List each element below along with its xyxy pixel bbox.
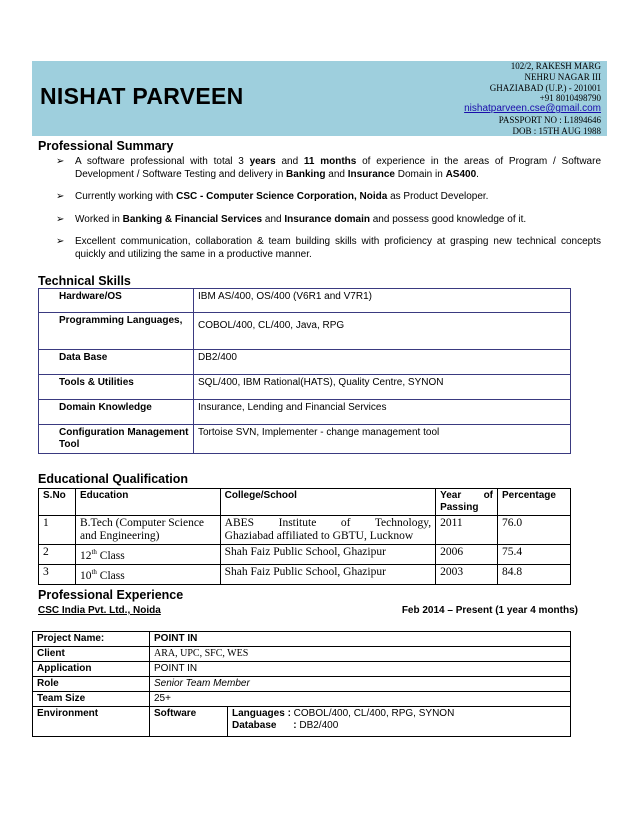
experience-line (38, 605, 578, 616)
summary-list (56, 156, 601, 271)
table-row: 2 12th Class Shah Faiz Public School, Ghazipur 2006 75.4 (39, 545, 571, 565)
summary-item: ➢ A software professional with total 3 years and 11 months of experience in the areas of Program / Software Development / Software Testing and delivery in Banking and Insurance Domain in AS400. (56, 156, 602, 180)
summary-item: ➢ Currently working with CSC - Computer Science Corporation, Noida as Product Developer. (56, 191, 489, 202)
employment-period: Feb 2014 – Present (1 year 4 months) (401, 605, 578, 616)
experience-heading: Professional Experience (38, 588, 184, 602)
table-row: Environment Software Languages : COBOL/400, CL/400, RPG, SYNON Database : DB2/400 (33, 707, 571, 737)
address-line-1: 102/2, RAKESH MARG (510, 61, 601, 71)
arrow-bullet-icon: ➢ (56, 156, 65, 167)
table-row: Hardware/OS IBM AS/400, OS/400 (V6R1 and V7R1) (39, 289, 571, 313)
table-row: Client ARA, UPC, SFC, WES (33, 647, 571, 662)
passport-number: PASSPORT NO : L1894646 (498, 114, 601, 125)
summary-item: ➢ Worked in Banking & Financial Services and Insurance domain and possess good knowledge of it. (56, 213, 527, 225)
company-name: CSC India Pvt. Ltd., Noida (38, 605, 161, 616)
project-table (32, 631, 571, 737)
table-row: Configuration Management Tool Tortoise SVN, Implementer - change management tool (39, 425, 571, 454)
arrow-bullet-icon: ➢ (56, 191, 65, 202)
table-row: 1 B.Tech (Computer Science and Engineering) ABES Institute of Technology, Ghaziabad affiliated to GBTU, Lucknow 2011 76.0 (39, 516, 571, 545)
table-row: Data Base DB2/400 (39, 350, 571, 375)
table-row: Role Senior Team Member (33, 677, 571, 692)
education-heading: Educational Qualification (38, 472, 189, 486)
table-row: Application POINT IN (33, 662, 571, 677)
header-band (32, 61, 607, 136)
tech-skills-heading: Technical Skills (38, 274, 131, 288)
table-header-row: S.No Education College/School Year of Passing Percentage (39, 489, 571, 516)
summary-item: ➢ Excellent communication, collaboration & team building skills with proficiency at grasping new technical concepts quickly and utilizing the same in a productive manner. (56, 236, 601, 260)
table-row: Tools & Utilities SQL/400, IBM Rational(HATS), Quality Centre, SYNON (39, 375, 571, 400)
date-of-birth: DOB : 15TH AUG 1988 (512, 125, 601, 136)
arrow-bullet-icon: ➢ (56, 213, 65, 225)
email-link[interactable]: nishatparveen.cse@gmail.com (464, 103, 601, 115)
tech-skills-table (38, 288, 571, 454)
education-table (38, 488, 571, 585)
arrow-bullet-icon: ➢ (56, 236, 65, 247)
contact-block (464, 61, 601, 137)
address-line-3: GHAZIABAD (U.P.) - 201001 (489, 82, 601, 93)
candidate-name: NISHAT PARVEEN (40, 83, 244, 109)
table-row: Domain Knowledge Insurance, Lending and Financial Services (39, 400, 571, 425)
summary-heading: Professional Summary (38, 139, 174, 153)
phone-number: +91 8010498790 (539, 93, 601, 104)
table-row: Project Name: POINT IN (33, 632, 571, 647)
table-row: Programming Languages, COBOL/400, CL/400, Java, RPG (39, 313, 571, 350)
table-row: Team Size 25+ (33, 692, 571, 707)
address-line-2: NEHRU NAGAR III (524, 71, 601, 82)
table-row: 3 10th Class Shah Faiz Public School, Ghazipur 2003 84.8 (39, 564, 571, 584)
